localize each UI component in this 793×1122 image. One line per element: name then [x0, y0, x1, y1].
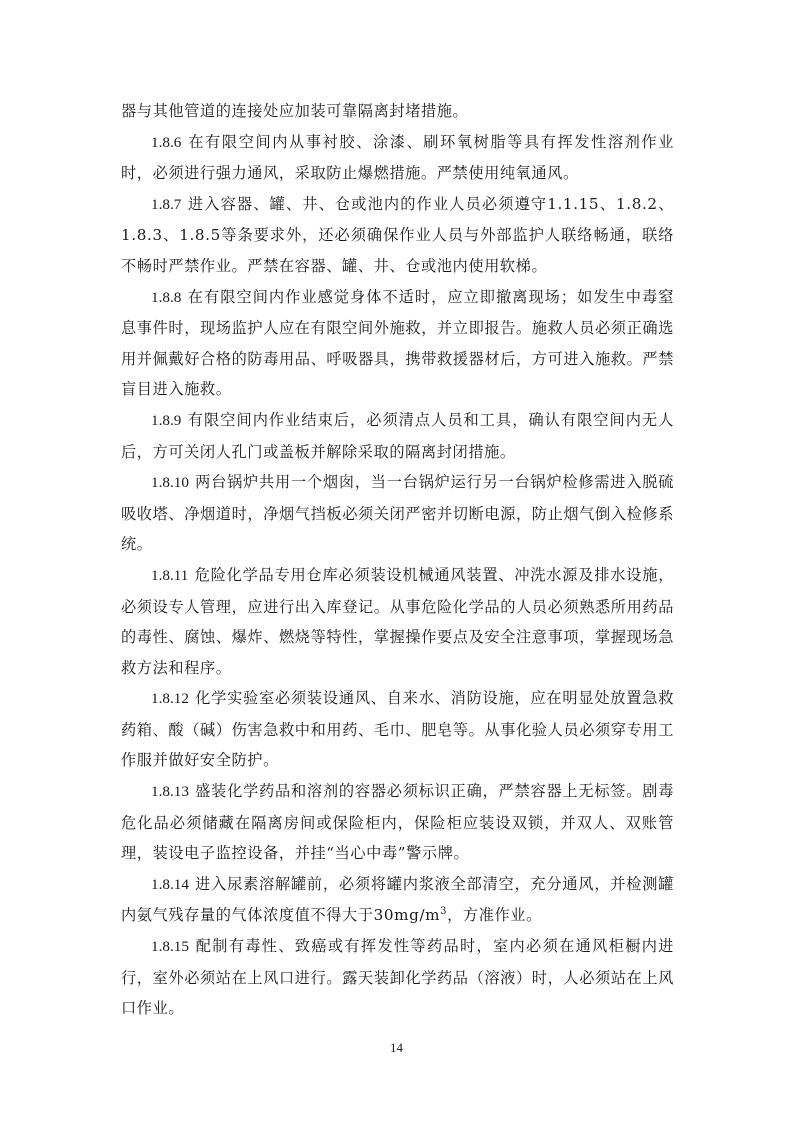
- superscript: 3: [440, 906, 448, 918]
- clause-text: 盛装化学药品和溶剂的容器必须标识正确，严禁容器上无标签。剧毒危化品必须储藏在隔离房间或保险柜内，保险柜应装设双锁，并双人、双账管理，装设电子监控设备，并挂“当心中毒”警示牌。: [121, 782, 674, 863]
- clause-text: 有限空间内作业结束后，必须清点人员和工具，确认有限空间内无人后，方可关闭人孔门或盖板并解除采取的隔离封闭措施。: [121, 410, 674, 461]
- clause-number: 1.8.10: [151, 474, 189, 492]
- clause-1-8-10: [121, 467, 674, 560]
- clause-text-tail: ，方准作业。: [447, 906, 542, 925]
- clause-1-8-6: [121, 127, 674, 189]
- clause-1-8-7: [121, 189, 674, 282]
- clause-text: 危险化学品专用仓库必须装设机械通风装置、冲洗水源及排水设施，必须设专人管理，应进行出入库登记。从事危险化学品的人员必须熟悉所用药品的毒性、腐蚀、爆炸、燃烧等特性，掌握操作要点及安全注意事项，掌握现场急救方法和程序。: [121, 565, 674, 677]
- clause-number: 1.8.15: [151, 938, 189, 956]
- clause-number: 1.8.9: [151, 411, 182, 429]
- clause-number: 1.8.12: [151, 690, 189, 708]
- clause-1-8-9: [121, 405, 674, 467]
- clause-text: 化学实验室必须装设通风、自来水、消防设施，应在明显处放置急救药箱、酸（碱）伤害急救中和用药、毛巾、肥皂等。从事化验人员必须穿专用工作服并做好安全防护。: [121, 689, 674, 770]
- page-number: 14: [390, 1040, 403, 1055]
- clause-number: 1.8.13: [151, 783, 189, 801]
- clause-number: 1.8.11: [151, 566, 189, 584]
- clause-1-8-15: [121, 931, 674, 1024]
- body-text: [121, 96, 674, 1024]
- clause-number: 1.8.14: [151, 875, 189, 893]
- clause-1-8-13: [121, 776, 674, 869]
- clause-1-8-11: [121, 560, 674, 683]
- clause-text: 进入尿素溶解罐前，必须将罐内浆液全部清空，充分通风，并检测罐内氨气残存量的气体浓度值不得大于30mg/m: [121, 874, 674, 925]
- clause-1-8-8: [121, 282, 674, 405]
- clause-number: 1.8.7: [151, 195, 182, 213]
- clause-text: 在有限空间内从事衬胶、涂漆、刷环氧树脂等具有挥发性溶剂作业时，必须进行强力通风，采取防止爆燃措施。严禁使用纯氧通风。: [121, 132, 674, 183]
- clause-text: 配制有毒性、致癌或有挥发性等药品时，室内必须在通风柜橱内进行，室外必须站在上风口进行。露天装卸化学药品（溶液）时，人必须站在上风口作业。: [121, 937, 674, 1018]
- clause-text: 在有限空间内作业感觉身体不适时，应立即撤离现场；如发生中毒窒息事件时，现场监护人应在有限空间外施救，并立即报告。施救人员必须正确选用并佩戴好合格的防毒用品、呼吸器具，携带救援器材后，方可进入施救。严禁盲目进入施救。: [121, 287, 674, 399]
- clause-text: 两台锅炉共用一个烟囱，当一台锅炉运行另一台锅炉检修需进入脱硫吸收塔、净烟道时，净烟气挡板必须关闭严密并切断电源，防止烟气倒入检修系统。: [121, 473, 674, 554]
- clause-1-8-14: [121, 869, 674, 931]
- clause-1-8-12: [121, 683, 674, 776]
- clause-text: 进入容器、罐、井、仓或池内的作业人员必须遵守1.1.15、1.8.2、1.8.3、1.8.5等条要求外，还必须确保作业人员与外部监护人联络畅通，联络不畅时严禁作业。严禁在容器、罐、井、仓或池内使用软梯。: [121, 194, 674, 275]
- continuation-paragraph: 器与其他管道的连接处应加装可靠隔离封堵措施。: [121, 102, 469, 120]
- clause-number: 1.8.8: [151, 288, 182, 306]
- clause-number: 1.8.6: [151, 133, 182, 151]
